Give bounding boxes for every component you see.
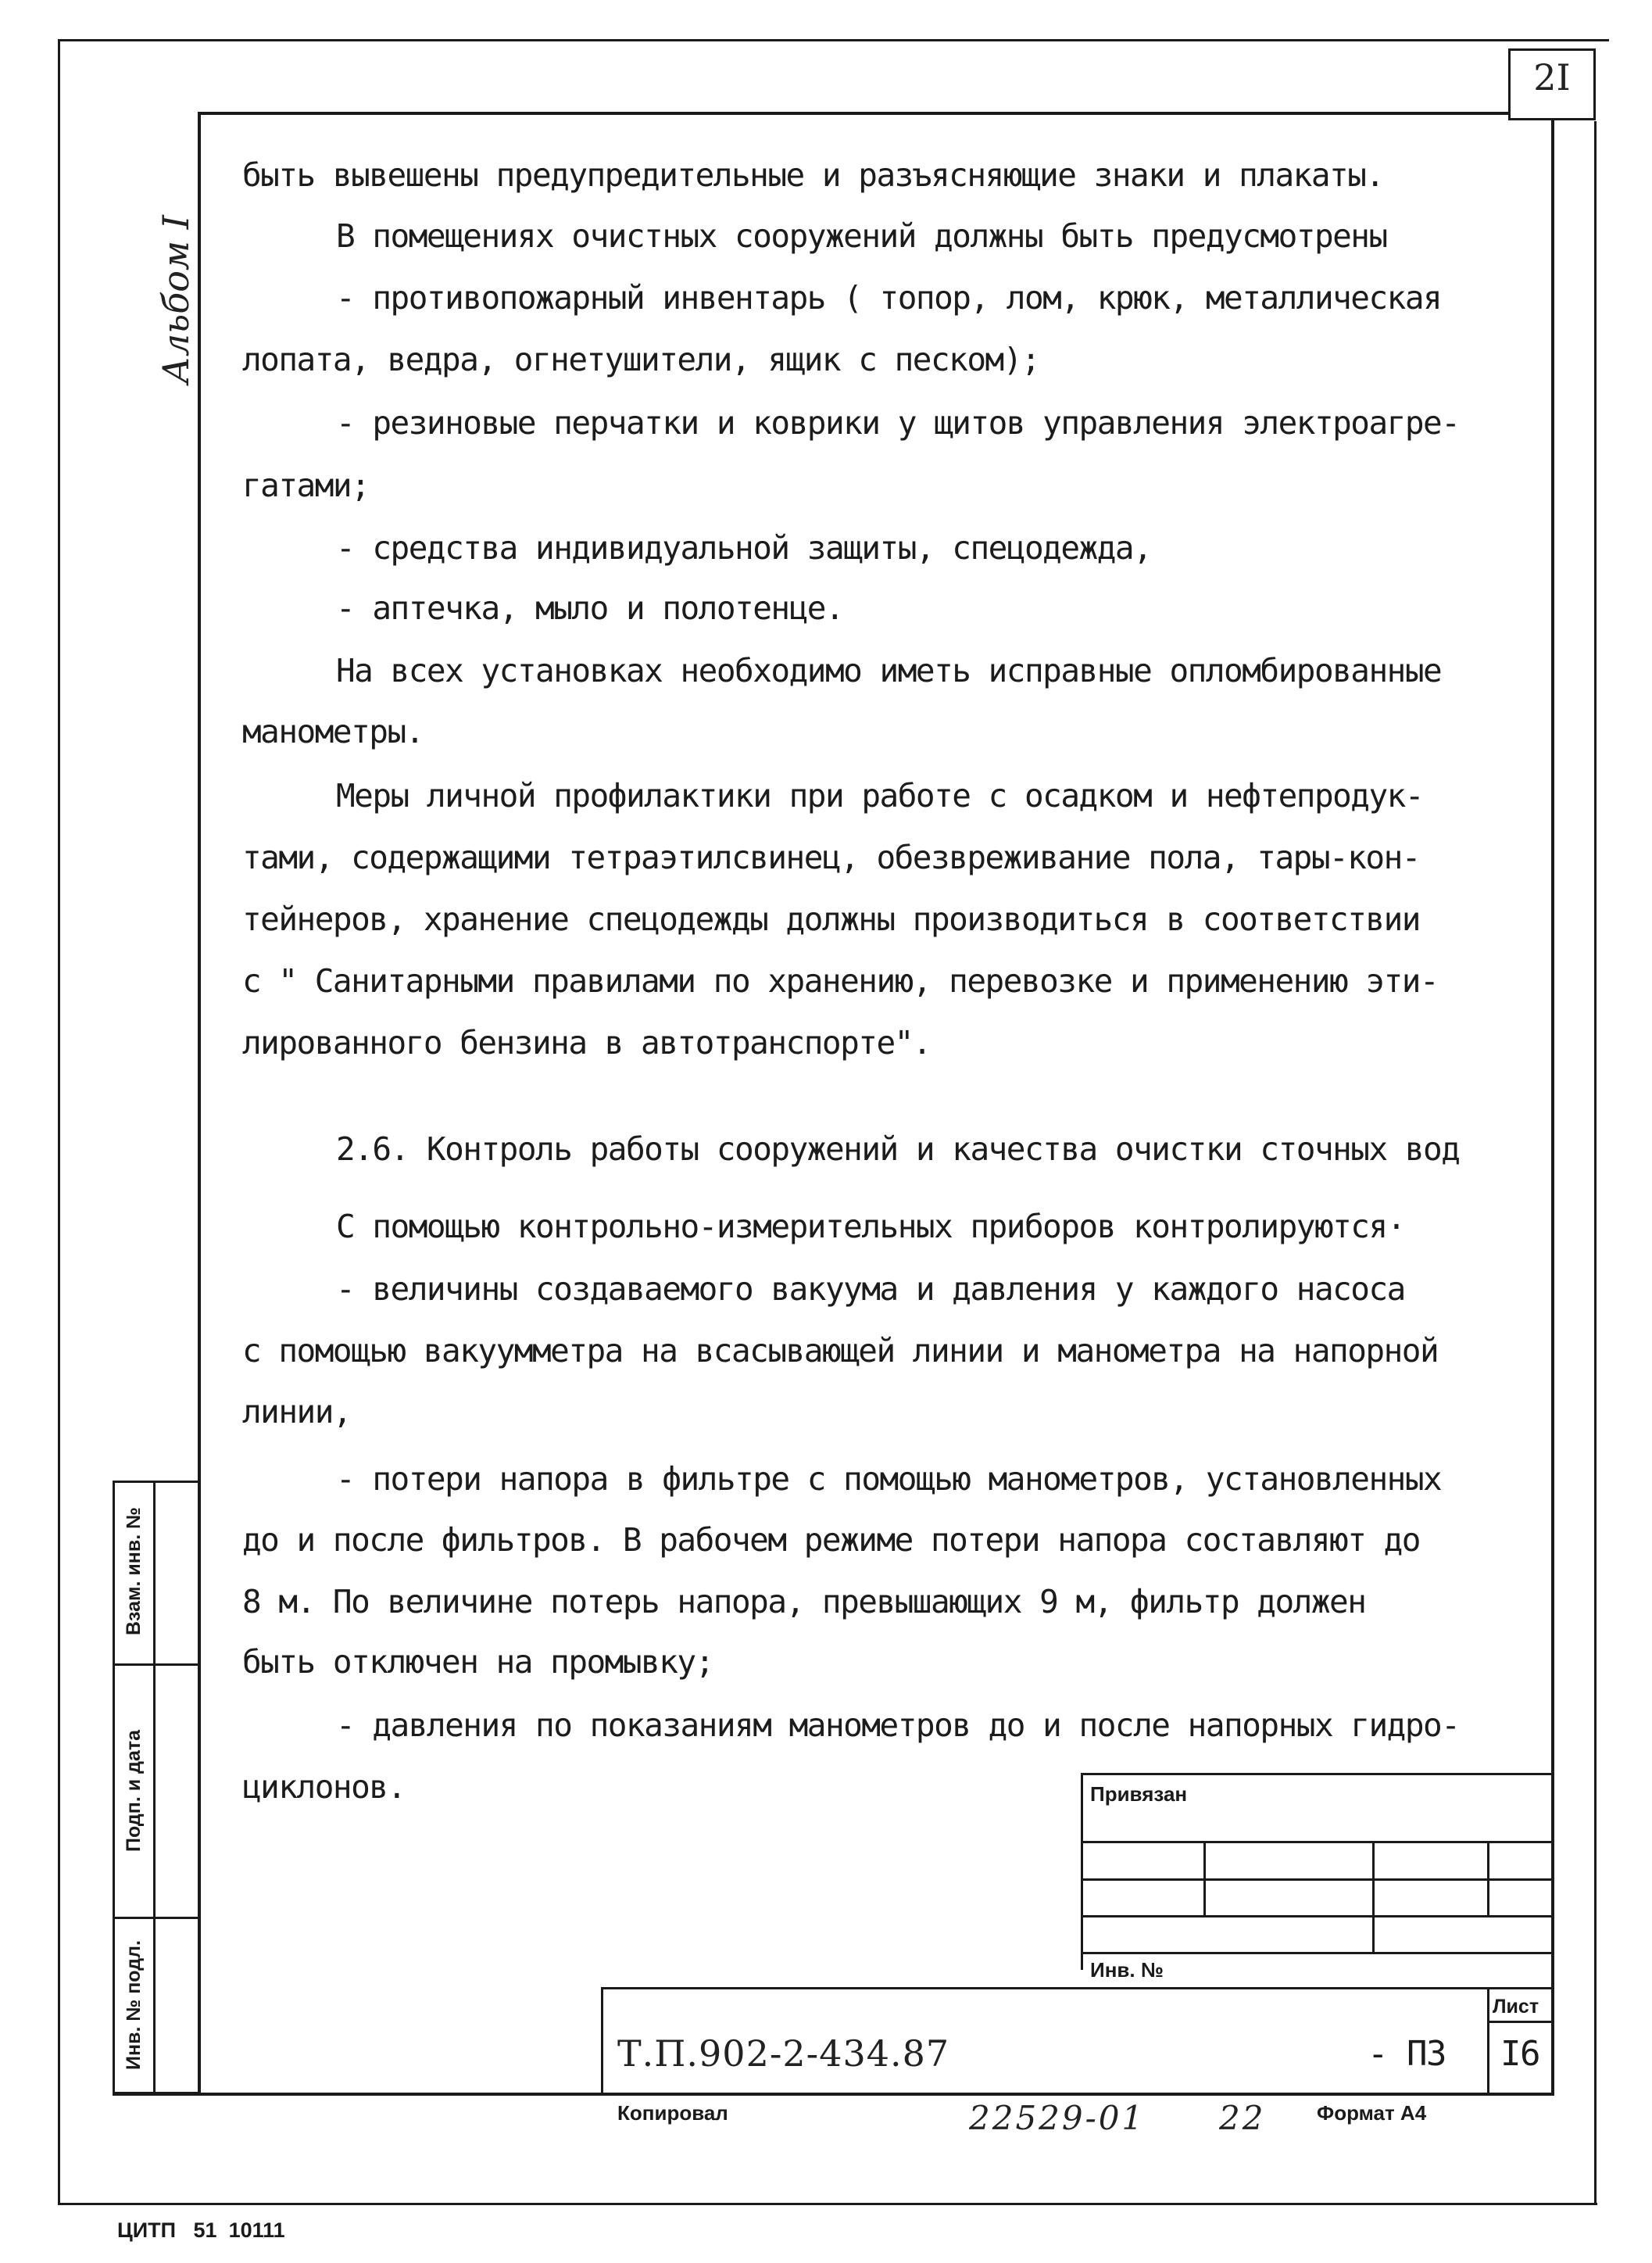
sheet-label-sep (1487, 2021, 1554, 2023)
binding-row-line-4 (1081, 1952, 1554, 1954)
order-number: 22529-01 (969, 2099, 1146, 2137)
inner-frame-top (198, 112, 1508, 115)
binding-row-line-2 (1081, 1878, 1554, 1881)
outer-frame-left (58, 39, 60, 2204)
binding-row-line-3 (1081, 1915, 1554, 1917)
body-line: с помощью вакуумметра на всасывающей линии и манометра на напорной (242, 1332, 1439, 1370)
body-line: 8 м. По величине потерь напора, превышающих 9 м, фильтр должен (242, 1583, 1366, 1620)
body-line: - аптечка, мыло и полотенце. (336, 589, 844, 627)
binding-row-line-1 (1081, 1841, 1554, 1843)
body-line: тейнеров, хранение спецодежды должны производиться в соответствии (242, 901, 1420, 938)
sheet-label: Лист (1493, 1996, 1539, 2018)
left-stamp-divider (153, 1481, 156, 2094)
outer-frame-right (1594, 121, 1597, 2204)
sheet-number: I6 (1500, 2034, 1539, 2074)
body-line: лопата, ведра, огнетушители, ящик с песком); (242, 341, 1040, 378)
stamp-inv: Инв. № подл. (123, 1940, 145, 2070)
body-line: - резиновые перчатки и коврики у щитов управления электроагре- (336, 404, 1460, 442)
order-suffix: 22 (1219, 2099, 1266, 2137)
body-line: с " Санитарными правилами по хранению, перевозке и применению эти- (242, 962, 1439, 1000)
stamp-vzam: Взам. инв. № (123, 1506, 145, 1636)
body-line: В помещениях очистных сооружений должны быть предусмотрены (336, 217, 1387, 255)
page-number: 2I (1533, 56, 1571, 98)
body-line: С помощью контрольно-измерительных приборов контролируются· (336, 1208, 1405, 1245)
body-line: - средства индивидуальной защиты, спецодежда, (336, 529, 1152, 567)
body-line: - величины создаваемого вакуума и давления у каждого насоса (336, 1270, 1405, 1308)
copied-by-label: Копировал (617, 2101, 728, 2125)
body-line: быть вывешены предупредительные и разъясняющие знаки и плакаты. (242, 156, 1384, 194)
print-footer: ЦИТП 51 10111 (117, 2218, 285, 2242)
body-line: - противопожарный инвентарь ( топор, лом, крюк, металлическая (336, 279, 1442, 317)
format-label: Формат А4 (1317, 2101, 1427, 2125)
section-heading: 2.6. Контроль работы сооружений и качества очистки сточных вод (336, 1130, 1460, 1168)
body-line: лированного бензина в автотранспорте". (242, 1024, 931, 1062)
body-line: гатами; (242, 467, 370, 504)
document-code: Т.П.902-2-434.87 (617, 2032, 950, 2075)
outer-frame-top (58, 39, 1609, 41)
binding-col-line-3 (1487, 1841, 1489, 1917)
body-line: манометры. (242, 713, 424, 750)
binding-col-line-1 (1203, 1841, 1206, 1917)
body-line: Меры личной профилактики при работе с осадком и нефтепродук- (336, 777, 1424, 815)
stamp-podp: Подп. и дата (123, 1730, 145, 1853)
binding-col-line-2 (1372, 1841, 1375, 1954)
document-section: - ПЗ (1368, 2034, 1446, 2074)
body-line: быть отключен на промывку; (242, 1643, 713, 1681)
outer-frame-bottom (58, 2203, 1597, 2205)
binding-label: Привязан (1090, 1782, 1188, 1806)
body-line: тами, содержащими тетраэтилсвинец, обезвреживание пола, тары-кон- (242, 839, 1420, 876)
body-line: На всех установках необходимо иметь исправные опломбированные (336, 652, 1442, 689)
album-stamp: Альбом I (155, 215, 197, 384)
inv-no-label: Инв. № (1090, 1958, 1164, 1982)
body-line: линии, (242, 1393, 352, 1430)
body-line: - потери напора в фильтре с помощью манометров, установленных (336, 1460, 1442, 1498)
body-line: циклонов. (242, 1768, 406, 1806)
body-line: до и после фильтров. В рабочем режиме потери напора составляют до (242, 1521, 1420, 1559)
body-line: - давления по показаниям манометров до и после напорных гидро- (336, 1706, 1460, 1744)
sheet-col-line (1487, 1987, 1489, 2094)
